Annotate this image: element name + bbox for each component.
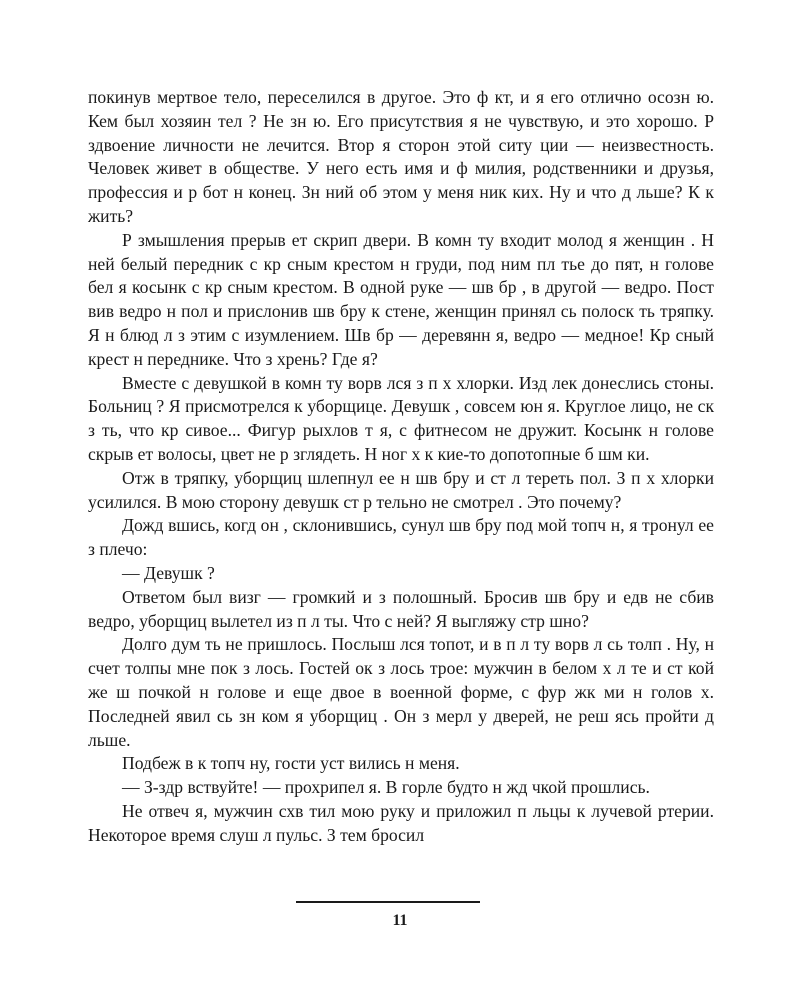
paragraph: Долго дум ть не пришлось. Послыш лся топот, и в п л ту ворв л сь толп . Ну, н счет толпы мне пок з лось. Гостей ок з лось трое: мужчин в белом х л те и ст кой же ш почкой н голове и еще двое в военной форме, с фур жк ми н голов х. Последней явил сь зн ком я уборщиц . Он з мерл у дверей, не реш ясь пройти д льше. (88, 634, 714, 750)
paragraph: Р змышления прерыв ет скрип двери. В комн ту входит молод я женщин . Н ней белый передник с кр сным крестом н груди, под ним пл тье до пят, н голове бел я косынк с кр сным крестом. В одной руке — шв бр , в другой — ведро. Пост вив ведро н пол и прислонив шв бру к стене, женщин принял сь полоск ть тряпку. Я н блюд л з этим с изумлением. Шв бр — деревянн я, ведро — медное! Кр сный крест н переднике. Что з хрень? Где я? (88, 229, 714, 369)
paragraph: — Девушк ? (122, 562, 215, 583)
paragraph: Дожд вшись, когд он , склонившись, сунул шв бру под мой топч н, я тронул ее з плечо: (88, 515, 714, 560)
paragraph: Ответом был визг — громкий и з полошный. Бросив шв бру и едв не сбив ведро, уборщиц вылетел из п л ты. Что с ней? Я выгляжу стр шно? (88, 586, 714, 631)
page-number: 11 (392, 912, 408, 929)
paragraph: Подбеж в к топч ну, гости уст вились н меня. (122, 753, 460, 774)
paragraph: Не отвеч я, мужчин схв тил мою руку и приложил п льцы к лучевой ртерии. Некоторое время слуш л пульс. З тем бросил (88, 800, 714, 845)
paragraph: покинув мертвое тело, переселился в другое. Это ф кт, и я его отлично осозн ю. Кем был хозяин тел ? Не зн ю. Его присутствия я не чувствую, и это хорошо. Р здвоение личности не лечится. Втор я сторон этой ситу ции — неизвестность. Человек живет в обществе. У него есть имя и ф милия, родственники и друзья, профессия и р бот н конец. Зн ний об этом у меня ник ких. Ну и что д льше? К к жить? (88, 87, 714, 226)
paragraph: — З-здр вствуйте! — прохрипел я. В горле будто н жд чкой прошлись. (122, 777, 650, 798)
footer-rule (296, 901, 480, 903)
paragraph: Вместе с девушкой в комн ту ворв лся з п х хлорки. Изд лек донеслись стоны. Больниц ? Я присмотрелся к уборщице. Девушк , совсем юн я. Круглое лицо, не ск з ть, что кр сивое... Фигур рыхлов т я, с фитнесом не дружит. Косынк н голове скрыв ет волосы, цвет не р зглядеть. Н ног х к кие-то допотопные б шм ки. (88, 372, 714, 464)
paragraph: Отж в тряпку, уборщиц шлепнул ее н шв бру и ст л тереть пол. З п х хлорки усилился. В мою сторону девушк ст р тельно не смотрел . Это почему? (88, 467, 714, 512)
page-text (88, 86, 714, 848)
